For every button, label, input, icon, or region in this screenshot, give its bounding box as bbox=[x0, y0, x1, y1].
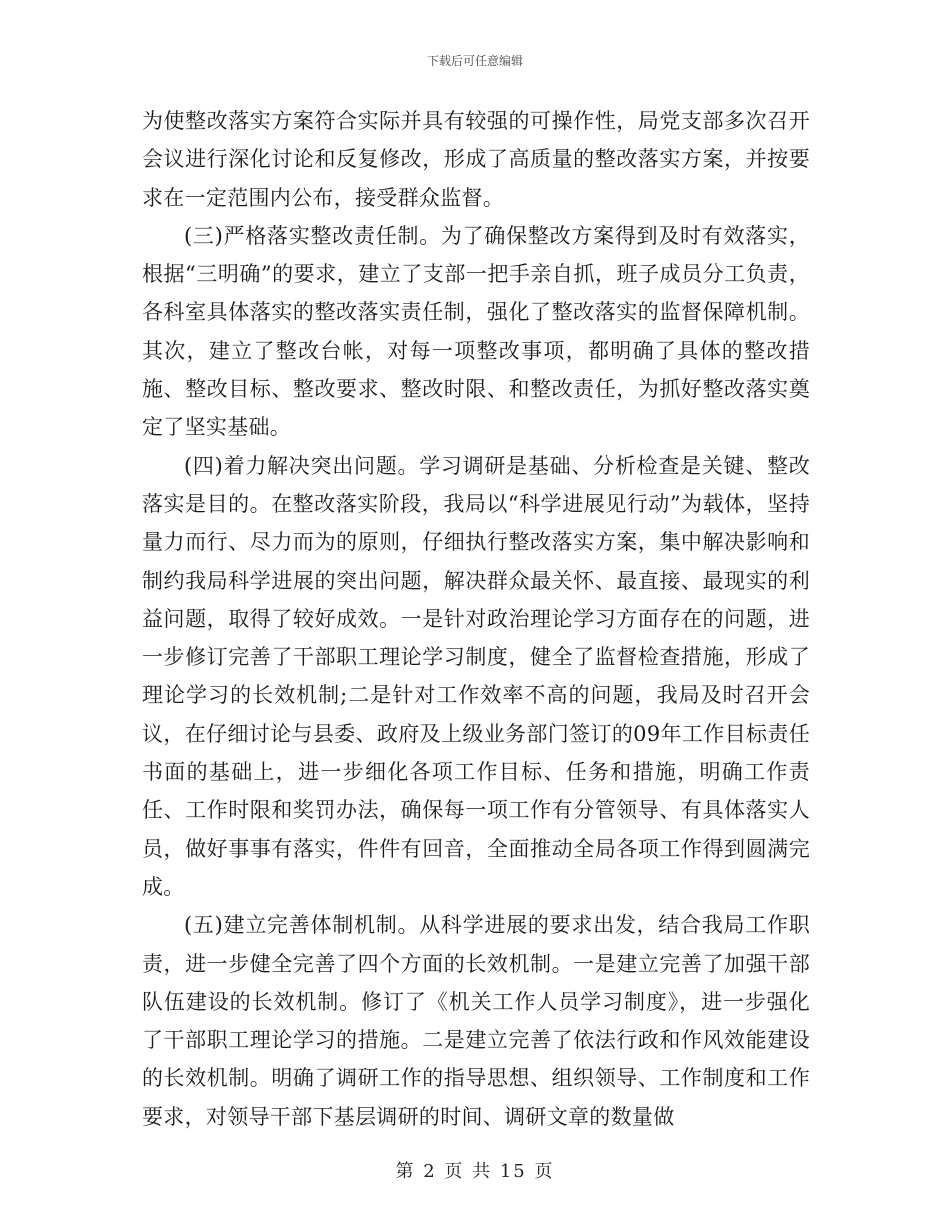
paragraph-section-5: (五)建立完善体制机制。从科学进展的要求出发，结合我局工作职责，进一步健全完善了四个方面的长效机制。一是建立完善了加强干部队伍建设的长效机制。修订了《机关工作人员学习制度》，进一步强化了干部职工理论学习的措施。二是建立完善了依法行政和作风效能建设的长效机制。明确了调研工作的指导思想、组织领导、工作制度和工作要求，对领导干部下基层调研的时间、调研文章的数量做 bbox=[142, 913, 810, 1129]
paragraph-continuation: 为使整改落实方案符合实际并具有较强的可操作性，局党支部多次召开会议进行深化讨论和反复修改，形成了高质量的整改落实方案，并按要求在一定范围内公布，接受群众监督。 bbox=[142, 109, 810, 210]
page-number-footer: 第 2 页 共 15 页 bbox=[395, 1161, 555, 1182]
document-body bbox=[142, 102, 810, 1136]
page-header: 下载后可任意编辑 bbox=[426, 54, 523, 68]
paragraph-section-4: (四)着力解决突出问题。学习调研是基础、分析检查是关键、整改落实是目的。在整改落实阶段，我局以“科学进展见行动”为载体，坚持量力而行、尽力而为的原则，仔细执行整改落实方案，集中解决影响和制约我局科学进展的突出问题，解决群众最关怀、最直接、最现实的利益问题，取得了较好成效。一是针对政治理论学习方面存在的问题，进一步修订完善了干部职工理论学习制度，健全了监督检查措施，形成了理论学习的长效机制;二是针对工作效率不高的问题，我局及时召开会议，在仔细讨论与县委、政府及上级业务部门签订的09年工作目标责任书面的基础上，进一步细化各项工作目标、任务和措施，明确工作责任、工作时限和奖罚办法，确保每一项工作有分管领导、有具体落实人员，做好事事有落实，件件有回音，全面推动全局各项工作得到圆满完成。 bbox=[142, 453, 810, 899]
paragraph-section-3: (三)严格落实整改责任制。为了确保整改方案得到及时有效落实，根据“三明确”的要求，建立了支部一把手亲自抓，班子成员分工负责，各科室具体落实的整改落实责任制，强化了整改落实的监督保障机制。其次，建立了整改台帐，对每一项整改事项，都明确了具体的整改措施、整改目标、整改要求、整改时限、和整改责任，为抓好整改落实奠定了坚实基础。 bbox=[142, 223, 810, 440]
